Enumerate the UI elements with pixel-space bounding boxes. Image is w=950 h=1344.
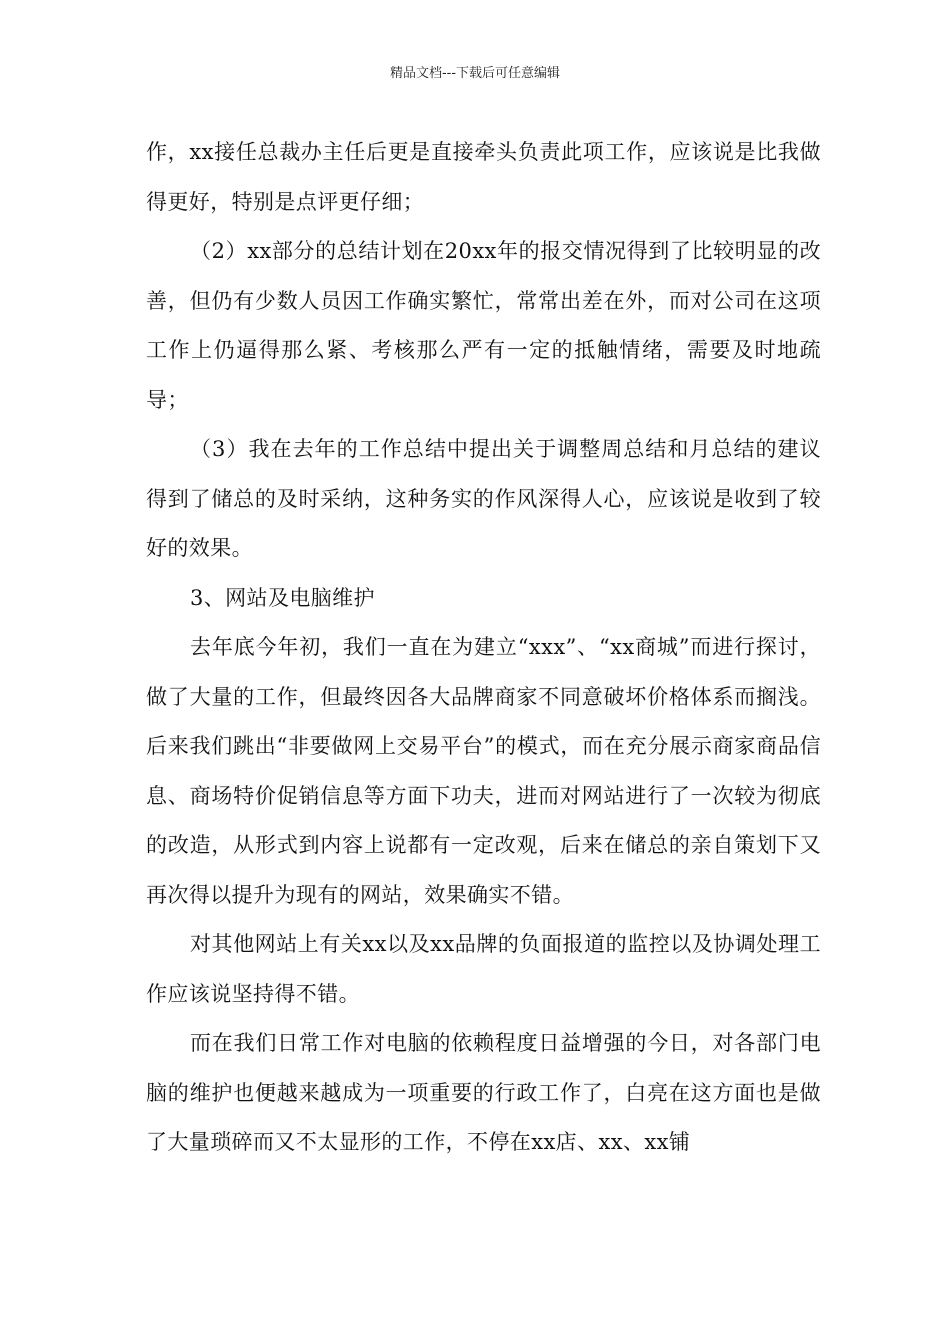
paragraph-4: 去年底今年初，我们一直在为建立“xxx”、“xx商城”而进行探讨，做了大量的工作，但最终因各大品牌商家不同意破坏价格体系而搁浅。后来我们跳出“非要做网上交易平台”的模式，而在充分展示商家商品信息、商场特价促销信息等方面下功夫，进而对网站进行了一次较为彻底的改造，从形式到内容上说都有一定改观，后来在储总的亲自策划下又再次得以提升为现有的网站，效果确实不错。 <box>146 635 821 907</box>
paragraph-1: 作，xx接任总裁办主任后更是直接牵头负责此项工作，应该说是比我做得更好，特别是点评更仔细； <box>146 140 821 214</box>
page-header: 精品文档---下载后可任意编辑 <box>389 66 561 81</box>
paragraph-2: （2）xx部分的总结计划在20xx年的报交情况得到了比较明显的改善，但仍有少数人员因工作确实繁忙，常常出差在外，而对公司在这项工作上仍逼得那么紧、考核那么严有一定的抵触情绪，需要及时地疏导； <box>146 239 821 412</box>
document-body <box>146 128 821 1168</box>
paragraph-6: 而在我们日常工作对电脑的依赖程度日益增强的今日，对各部门电脑的维护也便越来越成为一项重要的行政工作了，白亮在这方面也是做了大量琐碎而又不太显形的工作，不停在xx店、xx、xx铺 <box>146 1031 821 1154</box>
paragraph-3: （3）我在去年的工作总结中提出关于调整周总结和月总结的建议得到了储总的及时采纳，这种务实的作风深得人心，应该说是收到了较好的效果。 <box>146 437 821 560</box>
section-heading: 3、网站及电脑维护 <box>190 585 375 610</box>
paragraph-5: 对其他网站上有关xx以及xx品牌的负面报道的监控以及协调处理工作应该说坚持得不错。 <box>146 932 821 1006</box>
